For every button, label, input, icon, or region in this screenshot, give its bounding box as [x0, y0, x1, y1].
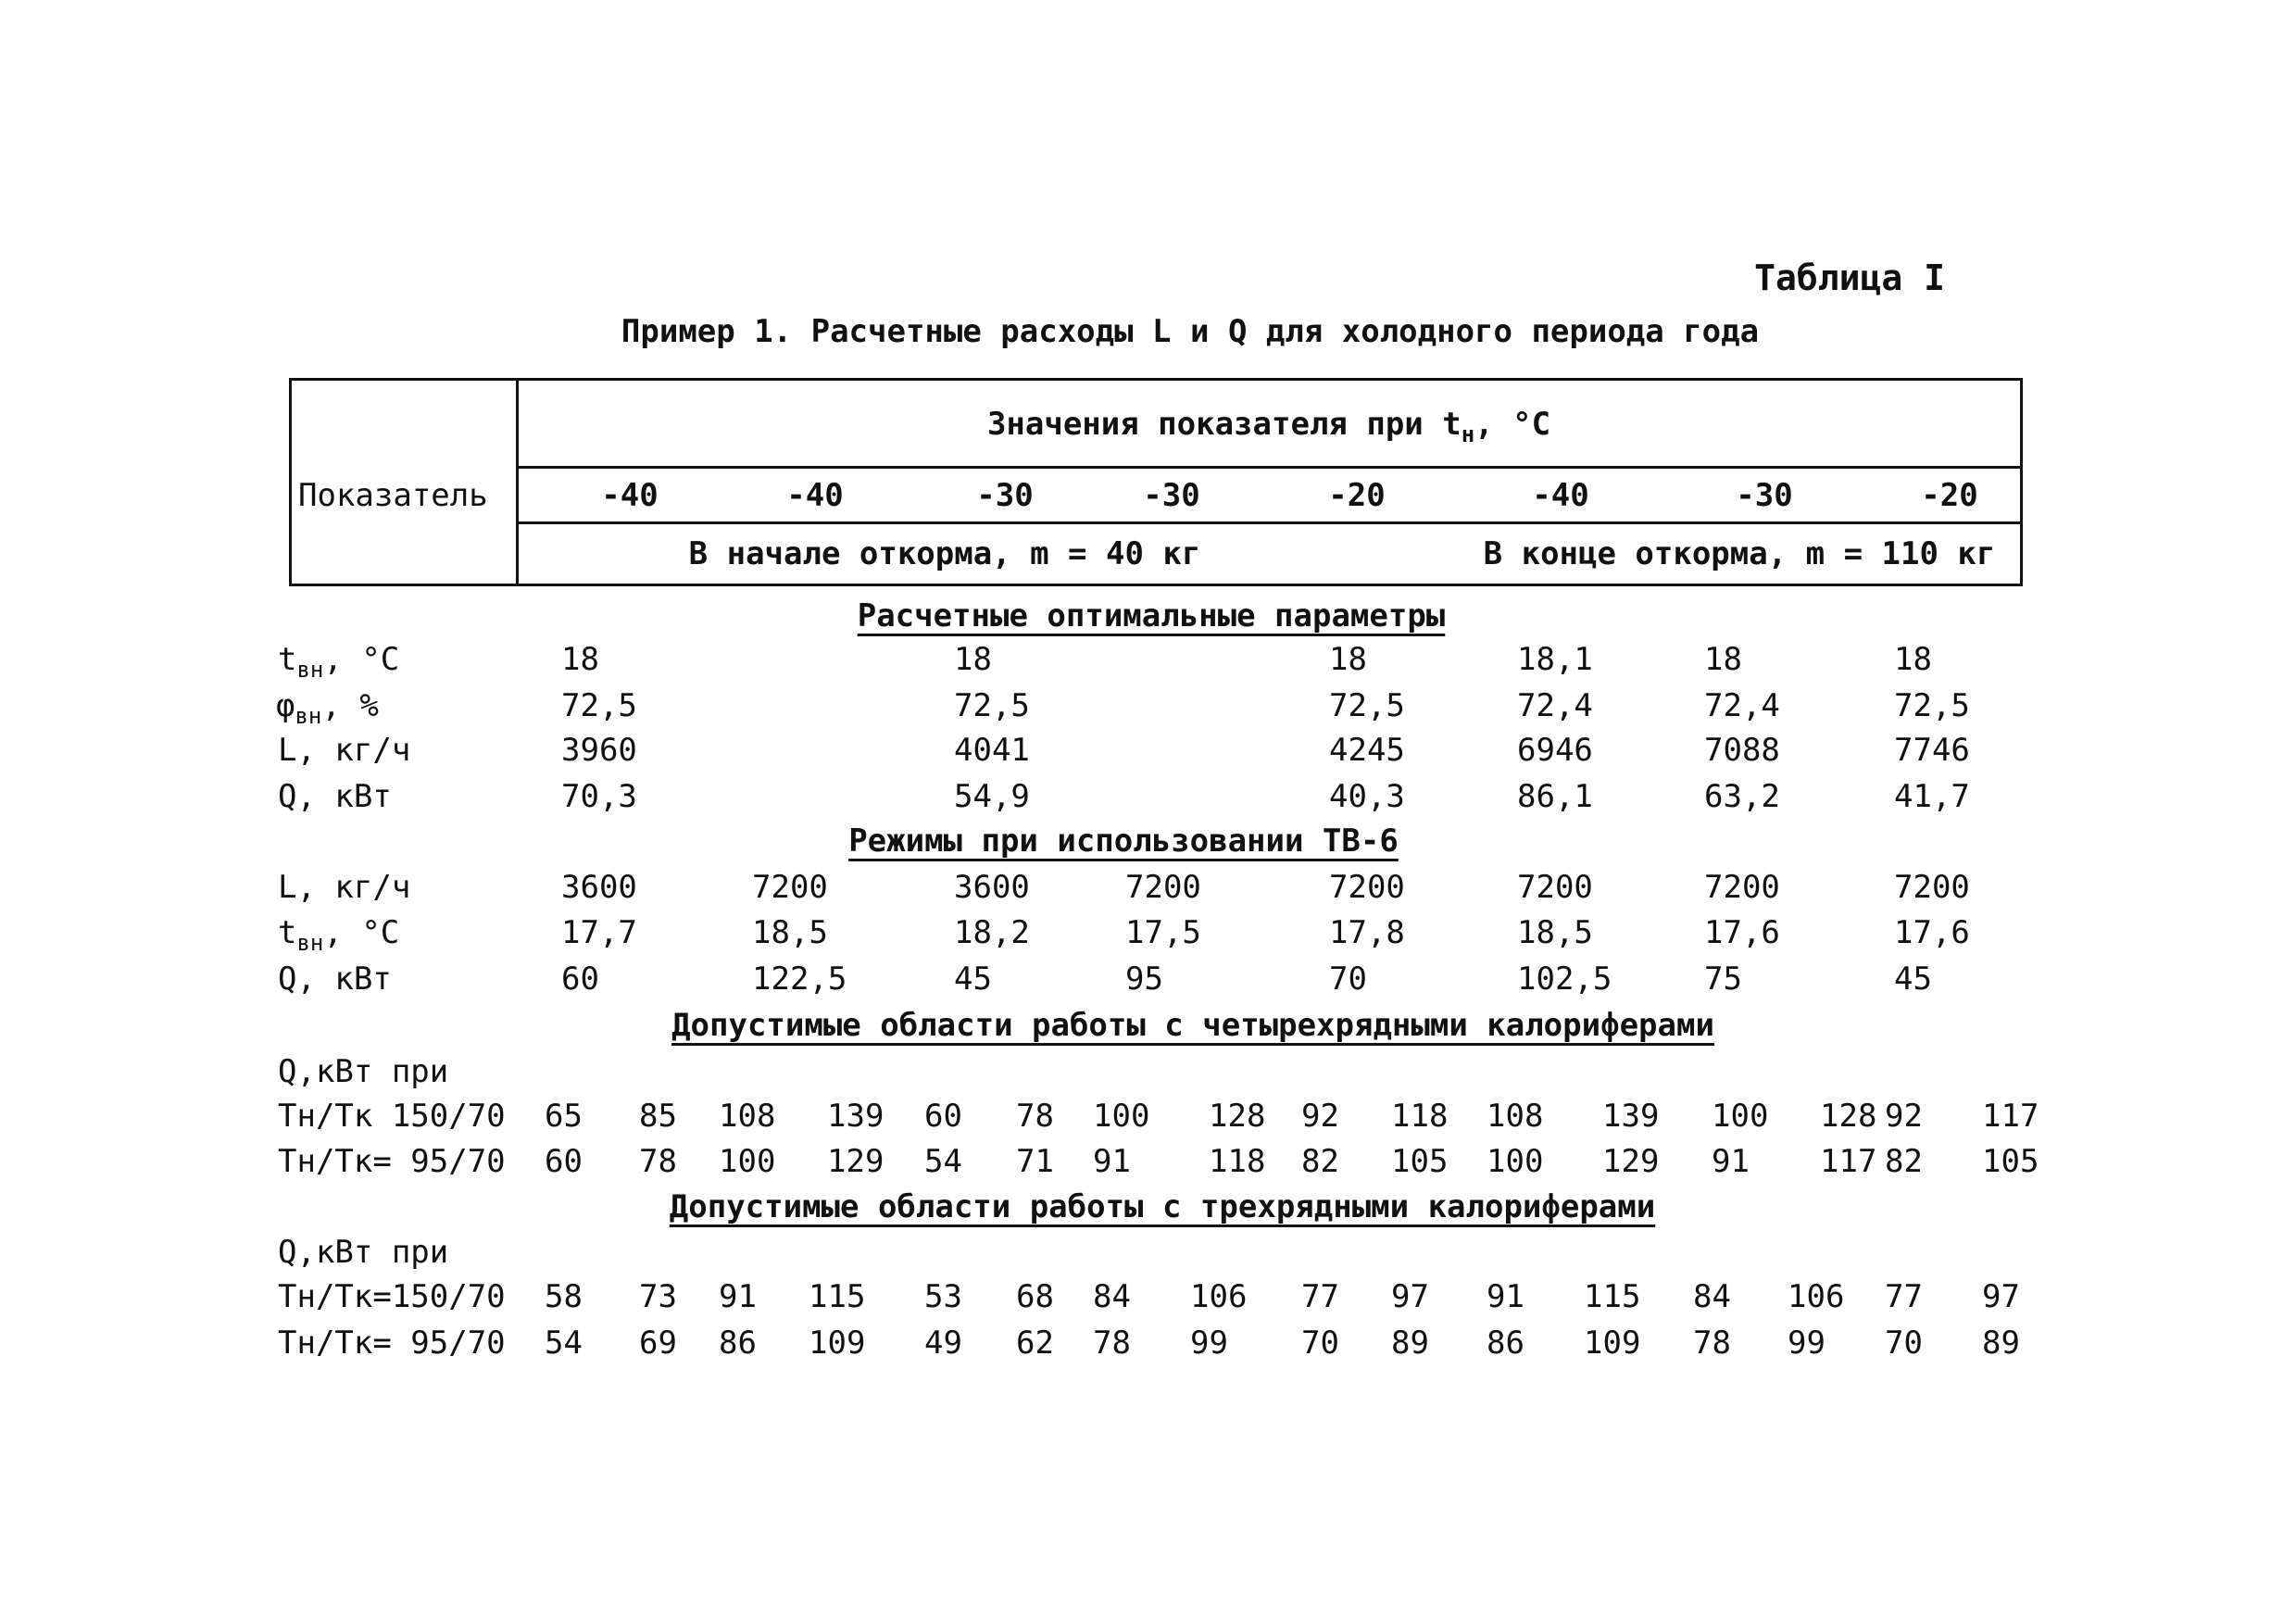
cell: 91	[719, 1278, 757, 1315]
cell: 105	[1391, 1143, 1449, 1180]
cell: 7200	[752, 869, 828, 906]
cell: 77	[1301, 1278, 1339, 1315]
cell: 91	[1093, 1143, 1131, 1180]
cell: 91	[1712, 1143, 1750, 1180]
cell: 106	[1190, 1278, 1248, 1315]
cell: 49	[924, 1325, 962, 1362]
cell: 68	[1016, 1278, 1054, 1315]
cell: 100	[719, 1143, 776, 1180]
cell: 128	[1820, 1098, 1877, 1135]
four-row-label-2: Тн/Тк= 95/70	[278, 1143, 506, 1180]
four-row-label-1: Тн/Тк 150/70	[278, 1098, 506, 1135]
cell: 18,2	[954, 914, 1030, 951]
cell: 70	[1301, 1325, 1339, 1362]
cell: 17,6	[1704, 914, 1780, 951]
cell: 139	[1602, 1098, 1660, 1135]
cell: 7200	[1704, 869, 1780, 906]
cell: 128	[1209, 1098, 1266, 1135]
row-label-L: L, кг/ч	[278, 732, 411, 769]
cell: 86,1	[1517, 778, 1593, 815]
cell: 95	[1125, 961, 1163, 998]
cell: 45	[1894, 961, 1932, 998]
cell: 7200	[1329, 869, 1405, 906]
temp-col-4: -30	[1143, 477, 1200, 514]
cell: 82	[1885, 1143, 1923, 1180]
cell: 17,7	[561, 914, 637, 951]
cell: 118	[1391, 1098, 1449, 1135]
cell: 72,4	[1704, 687, 1780, 724]
cell: 89	[1391, 1325, 1429, 1362]
temp-col-7: -30	[1736, 477, 1793, 514]
cell: 60	[561, 961, 599, 998]
cell: 60	[924, 1098, 962, 1135]
cell: 54	[924, 1143, 962, 1180]
temp-col-3: -30	[976, 477, 1034, 514]
cell: 18,5	[1517, 914, 1593, 951]
cell: 78	[639, 1143, 677, 1180]
cell: 3600	[954, 869, 1030, 906]
phase-start: В начале откорма, m = 40 кг	[688, 535, 1201, 572]
cell: 72,5	[1894, 687, 1970, 724]
cell: 53	[924, 1278, 962, 1315]
cell: 97	[1982, 1278, 2020, 1315]
cell: 72,4	[1517, 687, 1593, 724]
section-tv6: Режимы при использовании ТВ-6	[848, 823, 1399, 860]
cell: 18	[1704, 641, 1742, 678]
values-title: Значения показателя при $t_н$, °С	[986, 406, 1551, 447]
cell: 97	[1391, 1278, 1429, 1315]
cell: 84	[1093, 1278, 1131, 1315]
cell: 129	[827, 1143, 885, 1180]
cell: 86	[1487, 1325, 1524, 1362]
cell: 84	[1693, 1278, 1731, 1315]
cell: 65	[545, 1098, 583, 1135]
cell: 108	[719, 1098, 776, 1135]
cell: 18	[954, 641, 992, 678]
cell: 91	[1487, 1278, 1524, 1315]
cell: 62	[1016, 1325, 1054, 1362]
cell: 7746	[1894, 732, 1970, 769]
cell: 100	[1712, 1098, 1769, 1135]
cell: 108	[1487, 1098, 1544, 1135]
row-label-phi-vn: $\varphi_{вн}$, %	[276, 687, 379, 729]
temp-col-5: -20	[1328, 477, 1386, 514]
cell: 60	[545, 1143, 583, 1180]
cell: 41,7	[1894, 778, 1970, 815]
phase-end: В конце откорма, m = 110 кг	[1483, 535, 1996, 572]
cell: 17,5	[1125, 914, 1201, 951]
three-row-label-2: Тн/Тк= 95/70	[278, 1325, 506, 1362]
indicator-header: Показатель	[298, 477, 488, 514]
four-row-heading: Q,кВт при	[278, 1053, 449, 1090]
cell: 129	[1602, 1143, 1660, 1180]
cell: 92	[1301, 1098, 1339, 1135]
cell: 109	[1584, 1325, 1641, 1362]
cell: 106	[1788, 1278, 1845, 1315]
table-caption: Пример 1. Расчетные расходы L и Q для холодного периода года	[621, 313, 1760, 350]
cell: 77	[1885, 1278, 1923, 1315]
cell: 115	[809, 1278, 866, 1315]
cell: 72,5	[954, 687, 1030, 724]
cell: 7200	[1517, 869, 1593, 906]
cell: 7200	[1894, 869, 1970, 906]
cell: 6946	[1517, 732, 1593, 769]
section-optimal: Расчетные оптимальные параметры	[857, 597, 1446, 634]
cell: 85	[639, 1098, 677, 1135]
section-four-row: Допустимые области работы с четырехрядными калориферами	[671, 1007, 1714, 1044]
cell: 7200	[1125, 869, 1201, 906]
cell: 139	[827, 1098, 885, 1135]
cell: 78	[1016, 1098, 1054, 1135]
cell: 78	[1693, 1325, 1731, 1362]
row-label-Q: Q, кВт	[278, 778, 392, 815]
cell: 122,5	[752, 961, 847, 998]
cell: 69	[639, 1325, 677, 1362]
cell: 17,6	[1894, 914, 1970, 951]
cell: 100	[1487, 1143, 1544, 1180]
temp-col-2: -40	[786, 477, 844, 514]
table-label: Таблица I	[1754, 257, 1945, 298]
cell: 82	[1301, 1143, 1339, 1180]
cell: 118	[1209, 1143, 1266, 1180]
cell: 40,3	[1329, 778, 1405, 815]
cell: 92	[1885, 1098, 1923, 1135]
cell: 4245	[1329, 732, 1405, 769]
cell: 18	[1329, 641, 1367, 678]
cell: 18,1	[1517, 641, 1593, 678]
three-row-label-1: Тн/Тк=150/70	[278, 1278, 506, 1315]
cell: 117	[1982, 1098, 2039, 1135]
cell: 117	[1820, 1143, 1877, 1180]
cell: 86	[719, 1325, 757, 1362]
cell: 105	[1982, 1143, 2039, 1180]
row-label-t-vn: $t_{вн}$, °С	[278, 641, 400, 683]
cell: 115	[1584, 1278, 1641, 1315]
cell: 72,5	[1329, 687, 1405, 724]
cell: 54	[545, 1325, 583, 1362]
cell: 75	[1704, 961, 1742, 998]
cell: 18,5	[752, 914, 828, 951]
temp-col-8: -20	[1921, 477, 1978, 514]
cell: 70	[1885, 1325, 1923, 1362]
cell: 3600	[561, 869, 637, 906]
cell: 58	[545, 1278, 583, 1315]
cell: 100	[1093, 1098, 1150, 1135]
section-three-row: Допустимые области работы с трехрядными калориферами	[669, 1188, 1656, 1225]
cell: 99	[1190, 1325, 1228, 1362]
cell: 72,5	[561, 687, 637, 724]
temp-col-6: -40	[1532, 477, 1589, 514]
three-row-heading: Q,кВт при	[278, 1234, 449, 1271]
cell: 45	[954, 961, 992, 998]
cell: 18	[561, 641, 599, 678]
cell: 73	[639, 1278, 677, 1315]
cell: 7088	[1704, 732, 1780, 769]
cell: 17,8	[1329, 914, 1405, 951]
temp-col-1: -40	[601, 477, 659, 514]
cell: 4041	[954, 732, 1030, 769]
cell: 3960	[561, 732, 637, 769]
cell: 102,5	[1517, 961, 1612, 998]
cell: 63,2	[1704, 778, 1780, 815]
cell: 54,9	[954, 778, 1030, 815]
cell: 99	[1788, 1325, 1826, 1362]
row-label-L: L, кг/ч	[278, 869, 411, 906]
cell: 89	[1982, 1325, 2020, 1362]
cell: 70	[1329, 961, 1367, 998]
cell: 78	[1093, 1325, 1131, 1362]
cell: 70,3	[561, 778, 637, 815]
row-label-t-vn: $t_{вн}$, °С	[278, 914, 400, 956]
cell: 109	[809, 1325, 866, 1362]
row-label-Q: Q, кВт	[278, 961, 392, 998]
cell: 71	[1016, 1143, 1054, 1180]
cell: 18	[1894, 641, 1932, 678]
